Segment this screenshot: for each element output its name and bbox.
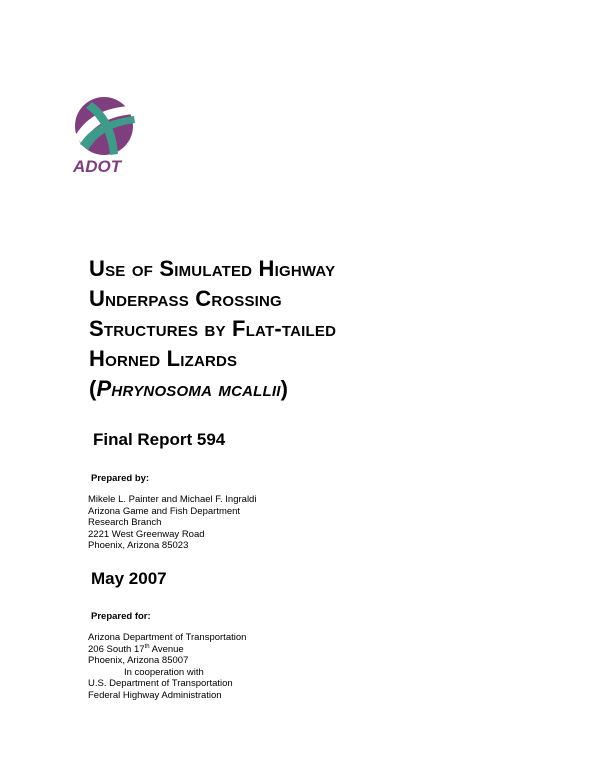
prepared-for-line: 206 South 17th Avenue — [88, 643, 184, 655]
prepared-by-line: Research Branch — [88, 517, 162, 529]
prepared-by-line: Mikele L. Painter and Michael F. Ingraldi — [88, 494, 257, 505]
title-line-4: Horned Lizards — [89, 346, 238, 371]
prepared-for-line: U.S. Department of Transportation — [88, 678, 233, 690]
prepared-by-label: Prepared by: — [91, 473, 150, 484]
prepared-by-line: 2221 West Greenway Road — [88, 528, 205, 540]
report-date: May 2007 — [91, 569, 167, 588]
prepared-by-block — [88, 494, 256, 552]
adot-logo-icon — [72, 92, 152, 176]
prepared-for-label: Prepared for: — [91, 611, 151, 622]
logo-text: ADOT — [73, 157, 122, 176]
report-number: Final Report 594 — [93, 430, 226, 449]
prepared-for-line: In cooperation with — [124, 666, 204, 678]
prepared-by-line: Phoenix, Arizona 85023 — [88, 540, 189, 552]
prepared-for-block — [88, 632, 246, 702]
prepared-for-line: Federal Highway Administration — [88, 689, 222, 701]
adot-logo — [72, 92, 152, 176]
prepared-for-line: Phoenix, Arizona 85007 — [88, 655, 189, 667]
prepared-by-line: Arizona Game and Fish Department — [88, 505, 241, 517]
title-line-3: Structures by Flat-tailed — [89, 316, 337, 341]
prepared-for-line: Arizona Department of Transportation — [88, 632, 247, 643]
title-line-2: Underpass Crossing — [89, 286, 282, 311]
title-line-1: Use of Simulated Highway — [89, 256, 336, 281]
title-line-5: (Phrynosoma mcallii) — [89, 376, 289, 401]
report-title — [89, 254, 569, 404]
